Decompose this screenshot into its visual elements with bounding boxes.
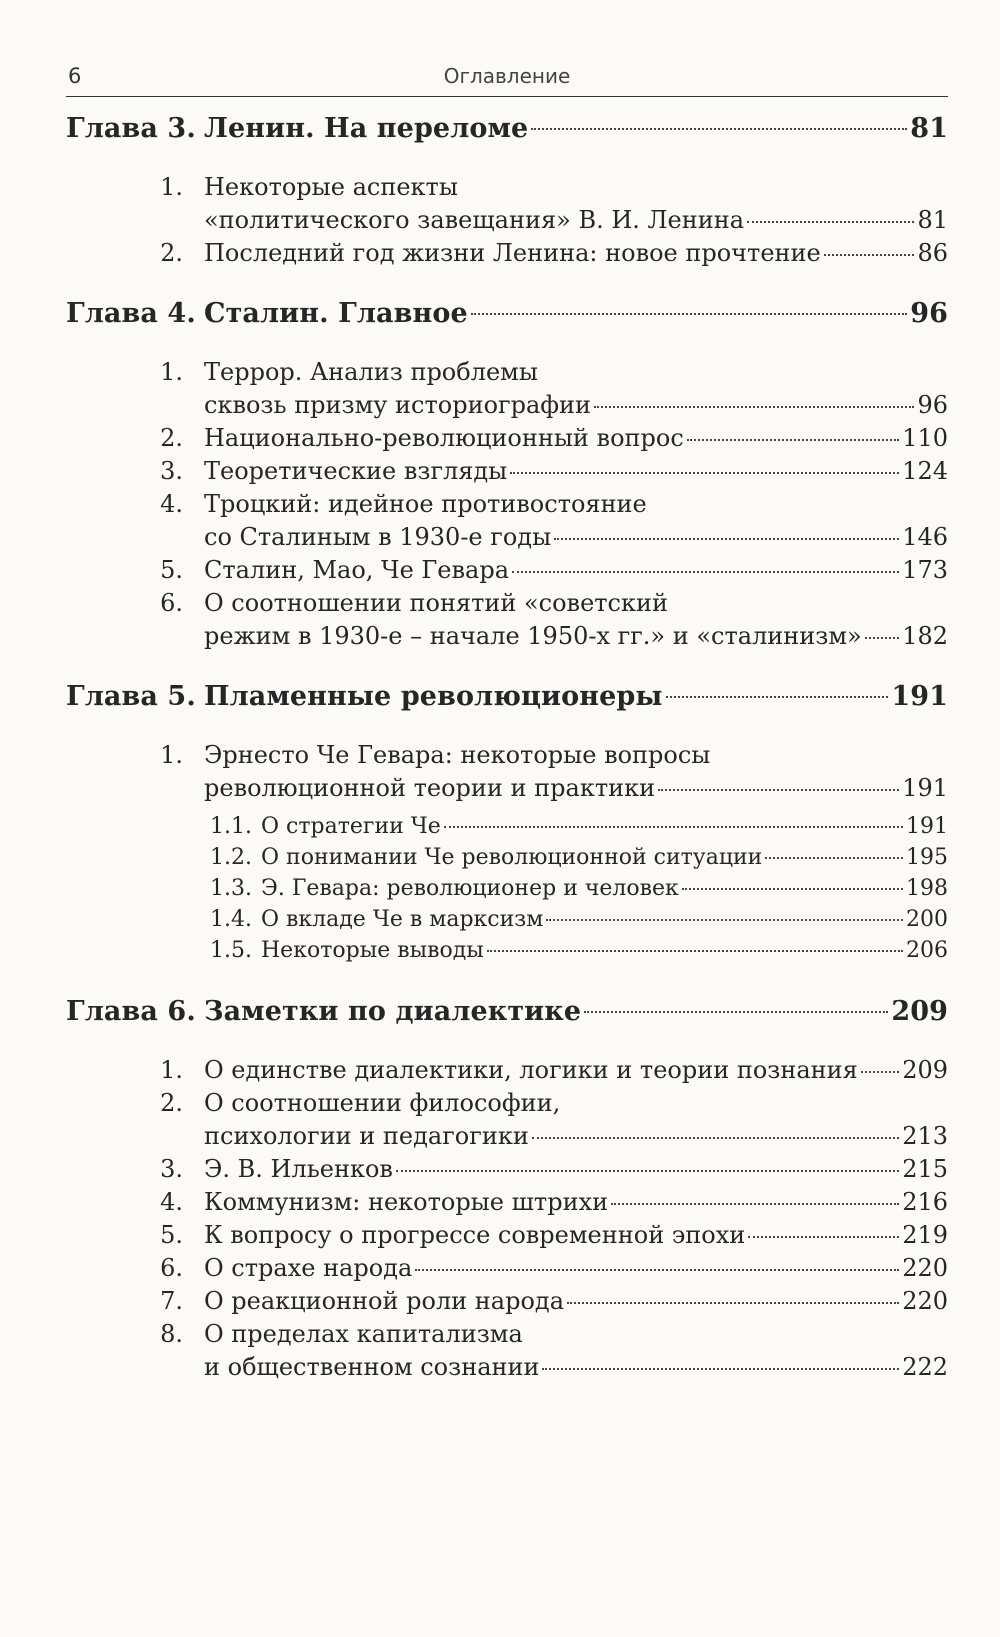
item-title-line <box>204 488 948 521</box>
dot-leader <box>471 313 907 315</box>
item-title-text: О реакционной роли народа <box>204 1287 565 1315</box>
subitem-body <box>261 811 948 842</box>
item-title-line <box>204 521 948 554</box>
item-title-line <box>204 739 948 772</box>
item-title-line <box>204 554 948 587</box>
item-title-text: О пределах капитализма <box>204 1320 523 1348</box>
item-number: 8. <box>160 1320 183 1348</box>
item-title-line <box>204 1186 948 1219</box>
toc-subitem <box>66 842 948 873</box>
item-title-text: О единстве диалектики, логики и теории познания <box>204 1056 858 1084</box>
item-title-text: Некоторые аспекты <box>204 173 458 201</box>
item-body <box>204 237 948 270</box>
item-title-line <box>204 389 948 422</box>
item-body <box>204 1054 948 1087</box>
item-number: 2. <box>160 424 183 452</box>
toc-item <box>66 1285 948 1318</box>
item-page-number: 219 <box>902 1221 948 1249</box>
item-body <box>204 587 948 653</box>
subitem-title-line <box>261 811 948 842</box>
toc-item <box>66 1054 948 1087</box>
item-body <box>204 1153 948 1186</box>
subitem-number: 1.5. <box>210 938 252 963</box>
item-number: 6. <box>160 589 183 617</box>
item-number: 5. <box>160 1221 183 1249</box>
item-title-line <box>204 356 948 389</box>
dot-leader <box>666 696 889 698</box>
item-number: 4. <box>160 1188 183 1216</box>
toc-subitem <box>66 873 948 904</box>
item-number: 7. <box>160 1287 183 1315</box>
item-page-number: 222 <box>902 1353 948 1381</box>
item-title-text: Теоретические взгляды <box>204 457 508 485</box>
item-body <box>204 171 948 237</box>
subitem-page-number: 198 <box>906 876 948 901</box>
item-body <box>204 739 948 805</box>
item-body <box>204 1318 948 1384</box>
item-page-number: 215 <box>902 1155 948 1183</box>
chapter-heading <box>66 298 948 350</box>
item-page-number: 124 <box>902 457 948 485</box>
item-title-text: О страхе народа <box>204 1254 413 1282</box>
chapter-label: Глава 5. <box>66 681 196 712</box>
dot-leader <box>611 1203 899 1205</box>
dot-leader <box>532 1137 899 1139</box>
item-page-number: 213 <box>902 1122 948 1150</box>
dot-leader <box>865 637 899 639</box>
dot-leader <box>658 789 899 791</box>
subitem-title-text: О понимании Че революционной ситуации <box>261 845 763 870</box>
toc-subitem <box>66 904 948 935</box>
subitem-number: 1.1. <box>210 814 252 839</box>
chapter-title: Пламенные революционеры <box>204 681 663 712</box>
toc-subitem <box>66 935 948 966</box>
item-title-line <box>204 1318 948 1351</box>
chapter-gap <box>66 270 948 298</box>
toc-item <box>66 1153 948 1186</box>
item-page-number: 173 <box>902 556 948 584</box>
item-title-text: сквозь призму историографии <box>204 391 592 419</box>
subitem-page-number: 206 <box>906 938 948 963</box>
item-title-text: Э. В. Ильенков <box>204 1155 393 1183</box>
item-title-line <box>204 455 948 488</box>
chapter-6 <box>66 996 948 1384</box>
dot-leader <box>567 1302 899 1304</box>
item-number: 3. <box>160 457 183 485</box>
item-title-line <box>204 171 948 204</box>
toc-item <box>66 1219 948 1252</box>
item-page-number: 96 <box>917 391 948 419</box>
toc-item <box>66 422 948 455</box>
chapter-label: Глава 4. <box>66 298 196 329</box>
item-body <box>204 1252 948 1285</box>
subitem-body <box>261 935 948 966</box>
item-number: 5. <box>160 556 183 584</box>
item-page-number: 110 <box>902 424 948 452</box>
item-title-text: К вопросу о прогрессе современной эпохи <box>204 1221 746 1249</box>
item-body <box>204 422 948 455</box>
subitem-title-text: О стратегии Че <box>261 814 441 839</box>
page-header <box>66 56 948 97</box>
chapter-title: Ленин. На переломе <box>204 113 529 144</box>
item-title-text: революционной теории и практики <box>204 774 656 802</box>
subitem-page-number: 195 <box>906 845 948 870</box>
item-title-line <box>204 772 948 805</box>
item-title-line <box>204 422 948 455</box>
dot-leader <box>747 221 914 223</box>
item-title-text: О соотношении философии, <box>204 1089 561 1117</box>
subitem-title-line <box>261 935 948 966</box>
item-title-text: Национально-революционный вопрос <box>204 424 684 452</box>
item-title-text: Троцкий: идейное противостояние <box>204 490 647 518</box>
item-number: 2. <box>160 1089 183 1117</box>
item-number: 6. <box>160 1254 183 1282</box>
dot-leader <box>512 571 899 573</box>
subitem-number: 1.4. <box>210 907 252 932</box>
dot-leader <box>594 406 914 408</box>
toc-item <box>66 1186 948 1219</box>
subitem-page-number: 200 <box>906 907 948 932</box>
item-title-line <box>204 587 948 620</box>
item-title-line <box>204 1285 948 1318</box>
item-title-line <box>204 1153 948 1186</box>
item-title-line <box>204 1351 948 1384</box>
chapter-5 <box>66 681 948 966</box>
chapter-4 <box>66 298 948 653</box>
item-page-number: 86 <box>917 239 948 267</box>
toc-subitem <box>66 811 948 842</box>
item-page-number: 146 <box>902 523 948 551</box>
chapter-label: Глава 3. <box>66 113 196 144</box>
chapter-heading <box>66 113 948 165</box>
subitem-page-number: 191 <box>906 814 948 839</box>
chapter-3 <box>66 113 948 270</box>
dot-leader <box>444 826 903 828</box>
item-number: 3. <box>160 1155 183 1183</box>
subitem-body <box>261 873 948 904</box>
chapter-page-number: 209 <box>891 996 948 1027</box>
item-body <box>204 356 948 422</box>
item-page-number: 220 <box>902 1287 948 1315</box>
item-title-text: со Сталиным в 1930-е годы <box>204 523 552 551</box>
item-title-text: и общественном сознании <box>204 1353 540 1381</box>
toc-item <box>66 356 948 422</box>
chapter-items <box>66 1048 948 1384</box>
dot-leader <box>546 919 903 921</box>
item-body <box>204 488 948 554</box>
item-number: 1. <box>160 741 183 769</box>
dot-leader <box>748 1236 899 1238</box>
chapter-items <box>66 165 948 270</box>
item-page-number: 81 <box>917 206 948 234</box>
item-body <box>204 1186 948 1219</box>
item-title-text: «политического завещания» В. И. Ленина <box>204 206 745 234</box>
subitem-number: 1.2. <box>210 845 252 870</box>
toc-item <box>66 237 948 270</box>
item-body <box>204 455 948 488</box>
dot-leader <box>861 1071 899 1073</box>
item-page-number: 209 <box>902 1056 948 1084</box>
toc-item <box>66 1252 948 1285</box>
item-title-text: Сталин, Мао, Че Гевара <box>204 556 510 584</box>
dot-leader <box>531 128 907 130</box>
chapter-page-number: 191 <box>891 681 948 712</box>
dot-leader <box>584 1011 888 1013</box>
item-title-line <box>204 1120 948 1153</box>
subitem-body <box>261 904 948 935</box>
dot-leader <box>687 439 899 441</box>
dot-leader <box>542 1368 899 1370</box>
item-title-text: Коммунизм: некоторые штрихи <box>204 1188 609 1216</box>
chapter-gap <box>66 966 948 996</box>
item-page-number: 182 <box>902 622 948 650</box>
subitem-title-line <box>261 873 948 904</box>
chapter-title: Сталин. Главное <box>204 298 468 329</box>
subitem-title-text: Э. Гевара: революционер и человек <box>261 876 679 901</box>
item-page-number: 191 <box>902 774 948 802</box>
toc-item <box>66 455 948 488</box>
dot-leader <box>765 857 903 859</box>
item-page-number: 220 <box>902 1254 948 1282</box>
toc-item <box>66 1087 948 1153</box>
chapter-items <box>66 733 948 966</box>
item-title-text: психологии и педагогики <box>204 1122 529 1150</box>
item-title-line <box>204 204 948 237</box>
dot-leader <box>510 472 899 474</box>
item-title-text: Последний год жизни Ленина: новое прочтение <box>204 239 821 267</box>
subitem-title-text: О вкладе Че в марксизм <box>261 907 544 932</box>
item-title-line <box>204 1219 948 1252</box>
chapter-items <box>66 350 948 653</box>
dot-leader <box>824 254 915 256</box>
item-number: 1. <box>160 358 183 386</box>
item-body <box>204 1087 948 1153</box>
chapter-heading <box>66 996 948 1048</box>
chapter-page-number: 96 <box>910 298 948 329</box>
item-title-line <box>204 620 948 653</box>
item-title-line <box>204 1252 948 1285</box>
item-number: 1. <box>160 173 183 201</box>
dot-leader <box>487 950 903 952</box>
subitem-body <box>261 842 948 873</box>
toc-item <box>66 554 948 587</box>
item-title-line <box>204 1087 948 1120</box>
dot-leader <box>396 1170 899 1172</box>
subitem-number: 1.3. <box>210 876 252 901</box>
item-title-text: Террор. Анализ проблемы <box>204 358 538 386</box>
item-body <box>204 1285 948 1318</box>
item-body <box>204 554 948 587</box>
toc-item <box>66 488 948 554</box>
subitem-title-line <box>261 842 948 873</box>
table-of-contents <box>66 113 948 1384</box>
subitem-title-text: Некоторые выводы <box>261 938 484 963</box>
chapter-page-number: 81 <box>910 113 948 144</box>
item-number: 1. <box>160 1056 183 1084</box>
dot-leader <box>415 1269 899 1271</box>
chapter-title: Заметки по диалектике <box>204 996 582 1027</box>
dot-leader <box>682 888 903 890</box>
chapter-label: Глава 6. <box>66 996 196 1027</box>
item-number: 4. <box>160 490 183 518</box>
toc-item <box>66 739 948 805</box>
item-title-text: режим в 1930-е – начале 1950-х гг.» и «сталинизм» <box>204 622 862 650</box>
running-title: Оглавление <box>443 64 571 88</box>
chapter-gap <box>66 653 948 681</box>
item-title-line <box>204 237 948 270</box>
subitem-title-line <box>261 904 948 935</box>
item-body <box>204 1219 948 1252</box>
page-number: 6 <box>68 64 82 88</box>
dot-leader <box>554 538 899 540</box>
item-title-line <box>204 1054 948 1087</box>
chapter-heading <box>66 681 948 733</box>
toc-item <box>66 171 948 237</box>
item-title-text: Эрнесто Че Гевара: некоторые вопросы <box>204 741 711 769</box>
toc-item <box>66 1318 948 1384</box>
item-page-number: 216 <box>902 1188 948 1216</box>
item-number: 2. <box>160 239 183 267</box>
item-title-text: О соотношении понятий «советский <box>204 589 668 617</box>
toc-item <box>66 587 948 653</box>
